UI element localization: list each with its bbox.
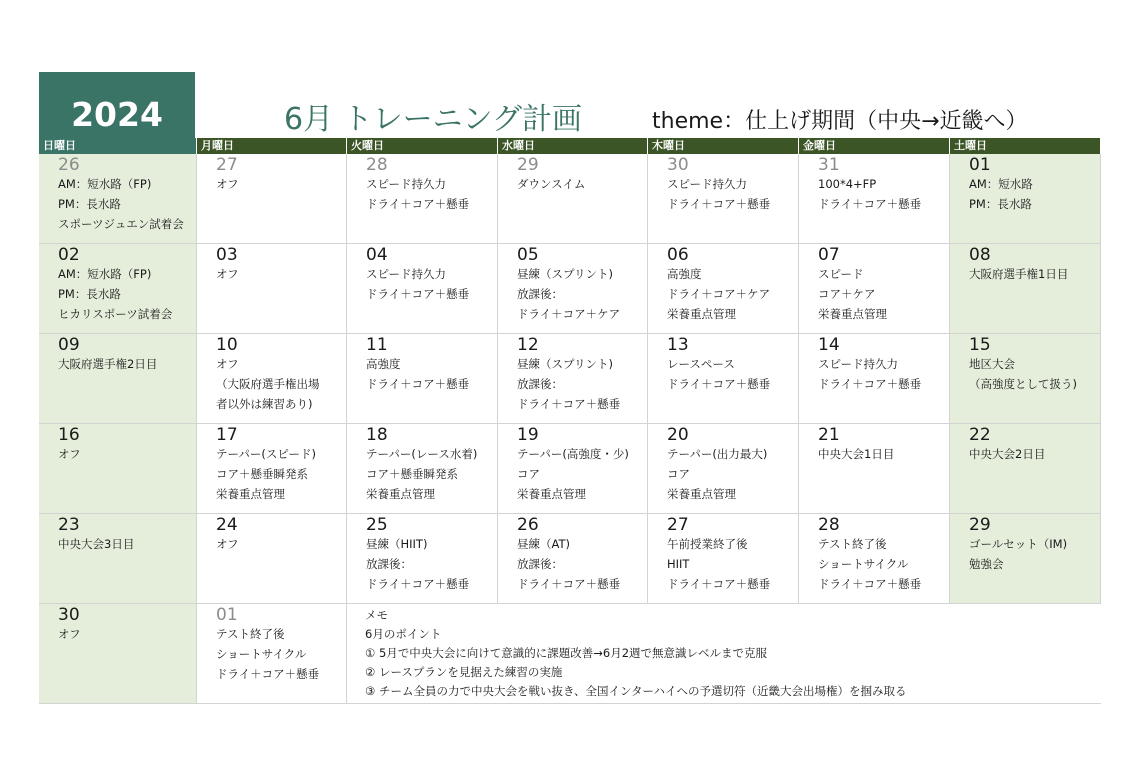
schedule-entry: コア＋ケア (818, 287, 876, 301)
weekday-fri: 金曜日 (799, 138, 949, 154)
schedule-entry: レースペース (667, 357, 735, 371)
day-number: 13 (667, 335, 689, 355)
day-cell[interactable] (197, 154, 347, 244)
day-cell[interactable] (648, 514, 799, 604)
schedule-entry: 放課後： (366, 557, 412, 571)
schedule-entry: 栄養重点管理 (667, 307, 736, 321)
day-number: 15 (969, 335, 991, 355)
day-cell[interactable] (347, 244, 498, 334)
day-number: 14 (818, 335, 840, 355)
schedule-entry: 中央大会3日目 (58, 537, 135, 551)
day-cell[interactable] (648, 244, 799, 334)
day-number: 28 (366, 155, 388, 175)
schedule-entry: ドライ＋コア＋懸垂 (517, 397, 621, 411)
day-cell[interactable] (39, 334, 197, 424)
schedule-entry: ダウンスイム (517, 177, 586, 191)
day-cell[interactable] (197, 334, 347, 424)
schedule-entry: 地区大会 (969, 357, 1015, 371)
schedule-entry: 高強度 (366, 357, 401, 371)
schedule-entry: ゴールセット（IM) (969, 537, 1068, 551)
day-cell[interactable] (197, 424, 347, 514)
schedule-entry: ドライ＋コア＋ケア (517, 307, 621, 321)
schedule-entry: ドライ＋コア＋懸垂 (517, 577, 621, 591)
weekday-tue: 火曜日 (347, 138, 497, 154)
day-number: 04 (366, 245, 388, 265)
day-cell[interactable] (648, 154, 799, 244)
day-cell[interactable] (498, 424, 648, 514)
schedule-entry: テスト終了後 (216, 627, 285, 641)
day-number: 31 (818, 155, 840, 175)
schedule-entry: 放課後： (517, 377, 563, 391)
day-cell[interactable] (950, 154, 1101, 244)
day-cell[interactable] (799, 514, 950, 604)
schedule-entry: 高強度 (667, 267, 702, 281)
weekday-thu: 木曜日 (648, 138, 798, 154)
schedule-entry: （高強度として扱う) (969, 377, 1077, 391)
schedule-entry: AM：短水路（FP) (58, 177, 152, 191)
day-number: 24 (216, 515, 238, 535)
day-number: 18 (366, 425, 388, 445)
day-number: 29 (969, 515, 991, 535)
schedule-entry: ドライ＋コア＋懸垂 (818, 377, 922, 391)
schedule-entry: HIIT (667, 557, 690, 571)
day-number: 09 (58, 335, 80, 355)
day-cell[interactable] (347, 334, 498, 424)
schedule-entry: コア (517, 467, 540, 481)
day-cell[interactable] (347, 154, 498, 244)
day-cell[interactable] (950, 514, 1101, 604)
day-number: 07 (818, 245, 840, 265)
day-number: 11 (366, 335, 388, 355)
day-number: 16 (58, 425, 80, 445)
day-cell[interactable] (950, 244, 1101, 334)
day-cell[interactable] (799, 244, 950, 334)
day-cell[interactable] (197, 514, 347, 604)
schedule-entry: 栄養重点管理 (667, 487, 736, 501)
schedule-entry: ドライ＋コア＋懸垂 (366, 377, 470, 391)
schedule-entry: （大阪府選手権出場 (216, 377, 320, 391)
day-cell[interactable] (197, 244, 347, 334)
day-number: 01 (216, 605, 238, 625)
day-number: 19 (517, 425, 539, 445)
day-cell[interactable] (39, 244, 197, 334)
schedule-entry: オフ (58, 627, 81, 641)
day-cell[interactable] (950, 424, 1101, 514)
schedule-entry: テーパー(出力最大) (667, 447, 768, 461)
schedule-entry: 昼練（スプリント) (517, 357, 614, 371)
page-title: 6月 トレーニング計画 (284, 102, 583, 137)
schedule-entry: 中央大会1日目 (818, 447, 895, 461)
schedule-entry: 栄養重点管理 (818, 307, 887, 321)
day-cell[interactable] (39, 604, 197, 704)
day-number: 25 (366, 515, 388, 535)
schedule-entry: ドライ＋コア＋懸垂 (366, 577, 470, 591)
schedule-entry: テーパー(レース水着) (366, 447, 478, 461)
schedule-entry: 大阪府選手権2日目 (58, 357, 158, 371)
day-cell[interactable] (498, 334, 648, 424)
schedule-entry: ショートサイクル (216, 647, 307, 661)
day-number: 20 (667, 425, 689, 445)
memo-box (347, 604, 1101, 704)
memo-point-3: ③ チーム全員の力で中央大会を戦い抜き、全国インターハイへの予選切符（近畿大会出場権）を掴み取る (365, 684, 907, 698)
day-cell[interactable] (347, 514, 498, 604)
day-number: 30 (58, 605, 80, 625)
schedule-entry: 栄養重点管理 (366, 487, 435, 501)
schedule-entry: ドライ＋コア＋ケア (667, 287, 771, 301)
schedule-entry: 昼練（HIIT) (366, 537, 428, 551)
schedule-entry: ドライ＋コア＋懸垂 (818, 577, 922, 591)
day-cell[interactable] (950, 334, 1101, 424)
schedule-entry: PM：長水路 (58, 287, 121, 301)
theme-text: theme：仕上げ期間（中央→近畿へ） (652, 109, 1028, 134)
schedule-entry: 午前授業終了後 (667, 537, 748, 551)
schedule-entry: オフ (216, 267, 239, 281)
day-number: 17 (216, 425, 238, 445)
day-number: 10 (216, 335, 238, 355)
schedule-entry: 放課後： (517, 557, 563, 571)
day-cell[interactable] (39, 154, 197, 244)
schedule-entry: 栄養重点管理 (517, 487, 586, 501)
schedule-entry: コア (667, 467, 690, 481)
schedule-entry: 中央大会2日目 (969, 447, 1046, 461)
weekday-header-row (39, 138, 1101, 154)
schedule-entry: ヒカリスポーツ試着会 (58, 307, 173, 321)
schedule-entry: スピード持久力 (818, 357, 899, 371)
schedule-entry: 昼練（スプリント) (517, 267, 614, 281)
memo-label: メモ (365, 608, 388, 622)
day-number: 06 (667, 245, 689, 265)
day-cell[interactable] (197, 604, 347, 704)
schedule-entry: オフ (58, 447, 81, 461)
memo-point-2: ② レースプランを見据えた練習の実施 (365, 665, 563, 679)
day-number: 29 (517, 155, 539, 175)
day-number: 26 (58, 155, 80, 175)
schedule-entry: 栄養重点管理 (216, 487, 285, 501)
schedule-entry: テスト終了後 (818, 537, 887, 551)
day-number: 26 (517, 515, 539, 535)
schedule-entry: 勉強会 (969, 557, 1004, 571)
schedule-entry: スピード持久力 (667, 177, 748, 191)
schedule-entry: スピード (818, 267, 864, 281)
schedule-entry: AM：短水路（FP) (58, 267, 152, 281)
schedule-entry: スピード持久力 (366, 177, 447, 191)
weekday-mon: 月曜日 (197, 138, 346, 154)
schedule-entry: コア＋懸垂瞬発系 (366, 467, 458, 481)
schedule-entry: ドライ＋コア＋懸垂 (818, 197, 922, 211)
schedule-entry: 放課後： (517, 287, 563, 301)
day-number: 12 (517, 335, 539, 355)
day-cell[interactable] (799, 424, 950, 514)
day-number: 30 (667, 155, 689, 175)
day-cell[interactable] (347, 424, 498, 514)
day-number: 23 (58, 515, 80, 535)
day-number: 22 (969, 425, 991, 445)
day-number: 05 (517, 245, 539, 265)
schedule-entry: テーパー(スピード) (216, 447, 316, 461)
schedule-entry: 大阪府選手権1日目 (969, 267, 1069, 281)
day-cell[interactable] (648, 424, 799, 514)
schedule-entry: ショートサイクル (818, 557, 909, 571)
schedule-entry: AM：短水路 (969, 177, 1033, 191)
schedule-entry: スピード持久力 (366, 267, 447, 281)
schedule-entry: PM：長水路 (969, 197, 1032, 211)
day-cell[interactable] (498, 154, 648, 244)
year-badge: 2024 (39, 72, 195, 138)
schedule-entry: ドライ＋コア＋懸垂 (667, 377, 771, 391)
day-number: 21 (818, 425, 840, 445)
memo-heading: 6月のポイント (365, 627, 442, 641)
day-number: 03 (216, 245, 238, 265)
day-cell[interactable] (648, 334, 799, 424)
schedule-entry: PM：長水路 (58, 197, 121, 211)
day-number: 27 (667, 515, 689, 535)
schedule-entry: コア＋懸垂瞬発系 (216, 467, 308, 481)
day-cell[interactable] (498, 244, 648, 334)
day-number: 02 (58, 245, 80, 265)
memo-point-1: ① 5月で中央大会に向けて意識的に課題改善→6月2週で無意識レベルまで克服 (365, 646, 768, 660)
schedule-entry: オフ (216, 537, 239, 551)
schedule-entry: オフ (216, 177, 239, 191)
day-number: 27 (216, 155, 238, 175)
day-number: 08 (969, 245, 991, 265)
schedule-entry: ドライ＋コア＋懸垂 (667, 577, 771, 591)
day-cell[interactable] (39, 514, 197, 604)
schedule-entry: 100*4+FP (818, 177, 877, 191)
weekday-sat: 土曜日 (950, 138, 1100, 154)
schedule-entry: 昼練（AT) (517, 537, 570, 551)
day-number: 28 (818, 515, 840, 535)
day-cell[interactable] (39, 424, 197, 514)
schedule-entry: テーパー(高強度・少) (517, 447, 629, 461)
weekday-wed: 水曜日 (498, 138, 647, 154)
schedule-entry: オフ (216, 357, 239, 371)
schedule-entry: ドライ＋コア＋懸垂 (366, 197, 470, 211)
day-cell[interactable] (799, 334, 950, 424)
schedule-entry: 者以外は練習あり) (216, 397, 313, 411)
schedule-entry: ドライ＋コア＋懸垂 (366, 287, 470, 301)
weekday-sun: 日曜日 (39, 138, 196, 154)
day-cell[interactable] (799, 154, 950, 244)
schedule-entry: ドライ＋コア＋懸垂 (667, 197, 771, 211)
day-number: 01 (969, 155, 991, 175)
schedule-entry: スポーツジュエン試着会 (58, 217, 184, 231)
day-cell[interactable] (498, 514, 648, 604)
schedule-entry: ドライ＋コア＋懸垂 (216, 667, 320, 681)
